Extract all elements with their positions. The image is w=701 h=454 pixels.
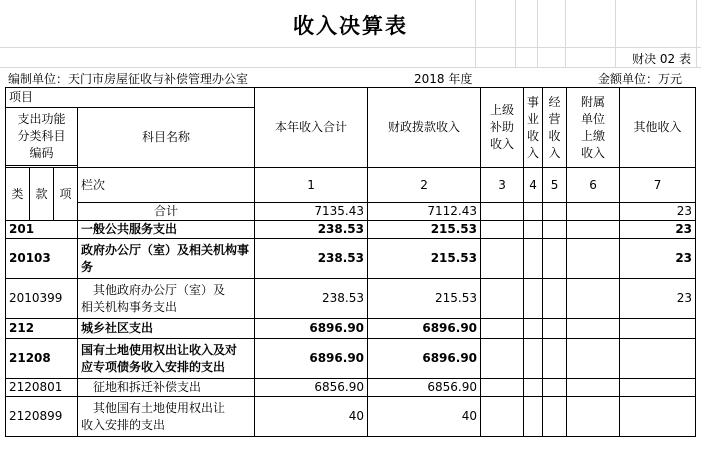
empty-cell bbox=[567, 397, 620, 437]
table-row bbox=[6, 397, 696, 437]
empty-cell bbox=[543, 221, 567, 239]
empty-cell bbox=[524, 279, 543, 319]
header-other-income: 其他收入 bbox=[620, 88, 696, 168]
header-xiang: 项 bbox=[54, 168, 78, 221]
header-kuan: 款 bbox=[30, 168, 54, 221]
total-row bbox=[6, 203, 696, 221]
subject-name bbox=[78, 239, 255, 279]
header-line: 入 bbox=[548, 145, 561, 160]
header-item: 项目 bbox=[6, 88, 255, 108]
header-line: 营 bbox=[548, 111, 561, 126]
empty-cell bbox=[567, 221, 620, 239]
header-superior-income bbox=[481, 88, 524, 168]
table-row bbox=[6, 319, 696, 339]
header-line: 业 bbox=[527, 111, 540, 126]
empty-cell bbox=[524, 239, 543, 279]
empty-cell bbox=[481, 279, 524, 319]
empty-cell bbox=[524, 379, 543, 397]
fiscal-income-value: 215.53 bbox=[368, 221, 481, 239]
empty-cell bbox=[481, 319, 524, 339]
subject-code: 212 bbox=[6, 319, 78, 339]
table-row bbox=[6, 221, 696, 239]
empty-cell bbox=[567, 319, 620, 339]
subject-name-line: 务 bbox=[81, 259, 94, 274]
table-row bbox=[6, 339, 696, 379]
header-code-label bbox=[6, 108, 78, 166]
table-row bbox=[6, 239, 696, 279]
empty-cell bbox=[543, 379, 567, 397]
subject-code: 20103 bbox=[6, 239, 78, 279]
other-income-value bbox=[620, 339, 696, 379]
empty-cell bbox=[567, 279, 620, 319]
header-business-income bbox=[543, 88, 567, 168]
subject-name-line: 一般公共服务支出 bbox=[81, 222, 178, 236]
header-line: 支出功能 bbox=[17, 112, 66, 126]
empty-cell bbox=[567, 379, 620, 397]
grid-line bbox=[0, 47, 701, 48]
header-line: 分类科目 bbox=[17, 129, 66, 143]
subject-code: 21208 bbox=[6, 339, 78, 379]
header-line: 事 bbox=[527, 94, 540, 109]
subject-name-line: 城乡社区支出 bbox=[81, 321, 154, 335]
reporting-unit: 编制单位：天门市房屋征收与补偿管理办公室 bbox=[8, 72, 249, 86]
empty-cell bbox=[543, 339, 567, 379]
col-number: 7 bbox=[620, 168, 696, 203]
other-income-value: 23 bbox=[620, 279, 696, 319]
subject-name-line: 其他政府办公厅（室）及 bbox=[93, 282, 226, 297]
empty-cell bbox=[524, 221, 543, 239]
col-number: 2 bbox=[368, 168, 481, 203]
income-table bbox=[5, 87, 696, 437]
fiscal-income-value: 215.53 bbox=[368, 279, 481, 319]
header-career-income bbox=[524, 88, 543, 168]
subject-name-line: 其他国有土地使用权出让 bbox=[93, 400, 226, 415]
subject-name-line: 征地和拆迁补偿支出 bbox=[93, 380, 202, 394]
empty-cell bbox=[524, 339, 543, 379]
fiscal-income-value: 6856.90 bbox=[368, 379, 481, 397]
empty-cell bbox=[481, 239, 524, 279]
col-number: 1 bbox=[255, 168, 368, 203]
total-income-value: 238.53 bbox=[255, 239, 368, 279]
subject-name bbox=[78, 221, 255, 239]
table-row bbox=[6, 379, 696, 397]
header-line: 单位 bbox=[581, 111, 606, 126]
empty-cell bbox=[567, 239, 620, 279]
empty-cell bbox=[524, 203, 543, 221]
total-income-value: 6896.90 bbox=[255, 339, 368, 379]
fiscal-income-value: 6896.90 bbox=[368, 319, 481, 339]
total-income-value: 7135.43 bbox=[255, 203, 368, 221]
subject-name-line: 国有土地使用权出让收入及对 bbox=[81, 342, 238, 357]
empty-cell bbox=[567, 339, 620, 379]
header-line: 收 bbox=[527, 128, 540, 143]
table-number: 财决 02 表 bbox=[632, 52, 691, 66]
subject-name-line: 政府办公厅（室）及相关机构事 bbox=[81, 242, 250, 257]
subject-name bbox=[78, 397, 255, 437]
fiscal-income-value: 40 bbox=[368, 397, 481, 437]
empty-cell bbox=[481, 339, 524, 379]
col-number: 5 bbox=[543, 168, 567, 203]
empty-cell bbox=[524, 397, 543, 437]
empty-cell bbox=[543, 203, 567, 221]
fiscal-income-value: 215.53 bbox=[368, 239, 481, 279]
total-label: 合计 bbox=[78, 203, 255, 221]
col-number: 4 bbox=[524, 168, 543, 203]
subject-name bbox=[78, 379, 255, 397]
subject-code: 2120801 bbox=[6, 379, 78, 397]
header-line: 入 bbox=[527, 145, 540, 160]
header-affiliated-income bbox=[567, 88, 620, 168]
empty-cell bbox=[481, 397, 524, 437]
header-line: 附属 bbox=[581, 94, 606, 109]
subject-name bbox=[78, 279, 255, 319]
header-line: 补助 bbox=[490, 120, 515, 134]
table-row bbox=[6, 279, 696, 319]
total-other-value: 23 bbox=[620, 203, 696, 221]
subject-code: 2010399 bbox=[6, 279, 78, 319]
empty-cell bbox=[567, 203, 620, 221]
total-income-value: 238.53 bbox=[255, 221, 368, 239]
empty-cell bbox=[543, 239, 567, 279]
other-income-value bbox=[620, 397, 696, 437]
subject-code: 201 bbox=[6, 221, 78, 239]
header-lei: 类 bbox=[6, 168, 30, 221]
total-fiscal-value: 7112.43 bbox=[368, 203, 481, 221]
total-income-value: 6896.90 bbox=[255, 319, 368, 339]
total-income-value: 238.53 bbox=[255, 279, 368, 319]
header-fiscal-income: 财政拨款收入 bbox=[368, 88, 481, 168]
col-number: 6 bbox=[567, 168, 620, 203]
header-line: 收入 bbox=[581, 145, 606, 160]
total-income-value: 40 bbox=[255, 397, 368, 437]
empty-cell bbox=[481, 221, 524, 239]
subject-name-line: 相关机构事务支出 bbox=[81, 299, 178, 314]
header-line: 收 bbox=[548, 128, 561, 143]
empty-cell bbox=[543, 319, 567, 339]
subject-name bbox=[78, 339, 255, 379]
header-total-income: 本年收入合计 bbox=[255, 88, 368, 168]
grid-line bbox=[0, 67, 701, 68]
header-subject-name: 科目名称 bbox=[78, 108, 255, 168]
header-line: 上级 bbox=[490, 103, 515, 117]
total-income-value: 6856.90 bbox=[255, 379, 368, 397]
empty-cell bbox=[524, 319, 543, 339]
other-income-value: 23 bbox=[620, 221, 696, 239]
other-income-value bbox=[620, 379, 696, 397]
fiscal-income-value: 6896.90 bbox=[368, 339, 481, 379]
subject-name-line: 收入安排的支出 bbox=[81, 417, 166, 432]
header-line: 收入 bbox=[490, 137, 515, 151]
empty-cell bbox=[543, 279, 567, 319]
header-line: 编码 bbox=[29, 146, 54, 160]
page-title: 收入决算表 bbox=[293, 14, 408, 38]
currency-unit: 金额单位：万元 bbox=[598, 72, 683, 86]
subject-name bbox=[78, 319, 255, 339]
col-number: 3 bbox=[481, 168, 524, 203]
fiscal-year: 2018 年度 bbox=[414, 72, 473, 86]
header-line: 上缴 bbox=[581, 128, 606, 143]
empty-cell bbox=[481, 203, 524, 221]
empty-cell bbox=[481, 379, 524, 397]
other-income-value bbox=[620, 319, 696, 339]
empty-cell bbox=[543, 397, 567, 437]
header-line: 经 bbox=[548, 94, 561, 109]
subject-code: 2120899 bbox=[6, 397, 78, 437]
header-col-row-label: 栏次 bbox=[78, 168, 255, 203]
subject-name-line: 应专项债务收入安排的支出 bbox=[81, 359, 226, 374]
other-income-value: 23 bbox=[620, 239, 696, 279]
